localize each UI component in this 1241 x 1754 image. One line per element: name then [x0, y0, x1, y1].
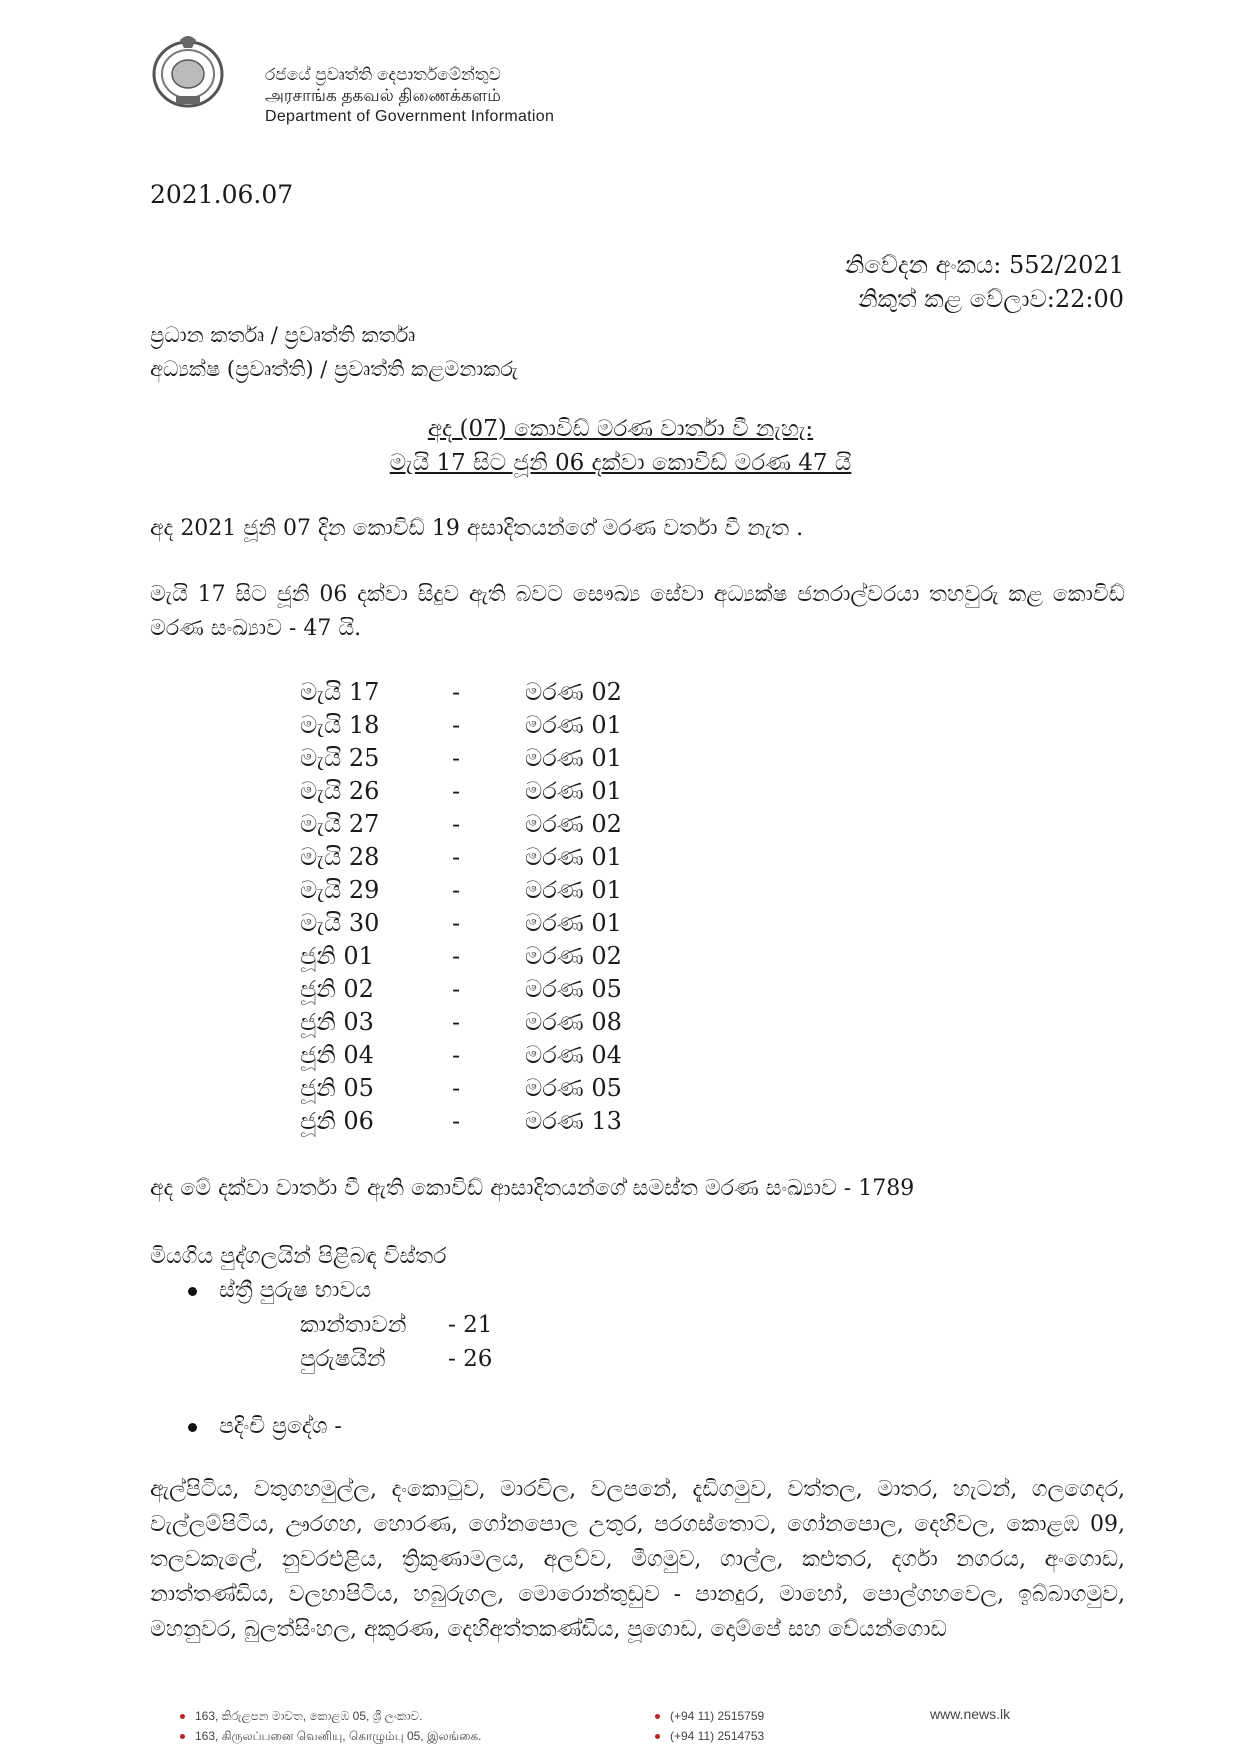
dept-name-tamil: அரசாங்க தகவல் திணைக்களம்: [265, 86, 501, 105]
department-names: [265, 64, 554, 127]
death-date: මැයි 28: [300, 843, 380, 871]
death-row: [300, 709, 700, 742]
gender-row: [300, 1308, 600, 1342]
death-date: ජූනි 05: [300, 1074, 374, 1102]
gender-count: - 21: [448, 1312, 493, 1338]
death-separator: -: [452, 810, 461, 838]
death-date: ජූනි 01: [300, 942, 374, 970]
death-row: [300, 676, 700, 709]
recipient-line: ප්‍රධාන කර්තෘ / ප්‍රවෘත්ති කර්තෘ: [150, 323, 416, 347]
footer-phones: [655, 1706, 764, 1746]
bullet-dot-icon: [188, 1423, 197, 1432]
headline-line: මැයි 17 සිට ජූනි 06 දක්වා කොවිඩ් මරණ 47 යි: [389, 450, 852, 476]
fax-icon: [655, 1734, 660, 1739]
death-row: [300, 1105, 700, 1138]
death-separator: -: [452, 1008, 461, 1036]
death-separator: -: [452, 678, 461, 706]
gender-label: පුරුෂයින්: [300, 1346, 386, 1372]
death-separator: -: [452, 909, 461, 937]
gender-title: ස්ත්‍රී පුරුෂ භාවය: [219, 1278, 372, 1303]
death-separator: -: [452, 942, 461, 970]
death-date: ජූනි 03: [300, 1008, 374, 1036]
death-row: [300, 907, 700, 940]
bullet-region: [188, 1414, 342, 1439]
death-row: [300, 775, 700, 808]
dept-name-sinhala: රජයේ ප්‍රවෘත්ති දෙපාර්තමේන්තුව: [265, 65, 501, 84]
phone-number: (+94 11) 2515759: [670, 1709, 765, 1723]
recipients: [150, 318, 518, 386]
death-separator: -: [452, 843, 461, 871]
death-count: මරණ 02: [525, 678, 622, 706]
headline-line: අද (07) කොවිඩ් මරණ වාර්තා වී නැහැ:: [427, 416, 814, 442]
death-date: මැයි 25: [300, 744, 380, 772]
reference-block: [845, 248, 1124, 316]
notice-number: නිවේදන අංකය: 552/2021: [844, 251, 1124, 279]
death-date: ජූනි 06: [300, 1107, 374, 1135]
gender-breakdown: [300, 1308, 600, 1376]
death-count: මරණ 02: [525, 942, 622, 970]
issue-time: නිකුත් කළ වේලාව:22:00: [858, 285, 1124, 313]
headline: [0, 412, 1241, 480]
government-emblem: [150, 34, 226, 110]
dept-name-english: Department of Government Information: [265, 108, 555, 125]
deaths-by-date-list: [300, 676, 700, 1138]
death-separator: -: [452, 744, 461, 772]
death-separator: -: [452, 975, 461, 1003]
death-row: [300, 841, 700, 874]
death-count: මරණ 13: [525, 1107, 622, 1135]
death-date: මැයි 26: [300, 777, 380, 805]
paragraph-confirmed-deaths: මැයි 17 සිට ජූනි 06 දක්වා සිදුව ඇති බවට සෞඛ්‍ය සේවා අධ්‍යක්ෂ ජනරාල්වරයා තහවුරු කළ කොවිඩ් මරණ සංඛ්‍යාව - 47 යි.: [150, 582, 1125, 641]
death-count: මරණ 01: [525, 711, 622, 739]
address-sinhala: 163, කිරුළපන මාවත, කොළඹ 05, ශ්‍රී ලංකාව.: [195, 1709, 423, 1723]
fax-number: (+94 11) 2514753: [670, 1729, 765, 1743]
death-count: මරණ 01: [525, 843, 622, 871]
death-separator: -: [452, 1041, 461, 1069]
death-count: මරණ 02: [525, 810, 622, 838]
death-date: මැයි 17: [300, 678, 380, 706]
bullet-dot-icon: [180, 1734, 185, 1739]
death-date: මැයි 29: [300, 876, 380, 904]
death-count: මරණ 01: [525, 909, 622, 937]
death-separator: -: [452, 876, 461, 904]
death-separator: -: [452, 711, 461, 739]
death-count: මරණ 04: [525, 1041, 622, 1069]
death-date: ජූනි 02: [300, 975, 374, 1003]
footer-address: [180, 1706, 481, 1746]
gender-row: [300, 1342, 600, 1376]
death-date: මැයි 18: [300, 711, 380, 739]
death-row: [300, 1006, 700, 1039]
death-date: මැයි 30: [300, 909, 380, 937]
paragraph-total-deaths: අද මේ දක්වා වාර්තා වී ඇති කොවිඩ් ආසාදිතයන්ගේ සමස්ත මරණ සංඛ්‍යාව - 1789: [150, 1176, 915, 1201]
death-row: [300, 1039, 700, 1072]
death-row: [300, 973, 700, 1006]
phone-icon: [655, 1714, 660, 1719]
bullet-dot-icon: [180, 1714, 185, 1719]
paragraph-region-list: ඇල්පිටිය, වතුගහමුල්ල, දංකොටුව, මාරවිල, වලපනේ, දැඩිගමුව, වත්තල, මාතර, හැටන්, ගලගෙදර, වැල්ලම්පිටිය, ඌරගහ, හොරණ, ගෝනපොල උතුර, පරගස්තොට, ගෝනපොල, දෙහිවල, කොළඹ 09, තලවකැලේ, නුවරඑළිය, ත්‍රිකුණාමලය, අලව්ව, මීගමුව, ගාල්ල, කළුතර, දර්ගා නගරය, අංගොඩ, නාත්තණ්ඩිය, වලහාපිටිය, හබුරුගල, මොරොන්තුඩුව - පානදුර, මාහෝ, පොල්ගහවෙල, ඉබ්බාගමුව, මහනුවර, බුලත්සිංහල, අකුරණ, දෙහිඅත්තකණ්ඩිය, පූගොඩ, දොම්පේ සහ වේයන්ගොඩ: [150, 1477, 1125, 1642]
release-date: 2021.06.07: [150, 180, 294, 209]
death-row: [300, 940, 700, 973]
death-date: මැයි 27: [300, 810, 380, 838]
death-count: මරණ 05: [525, 1074, 622, 1102]
bullet-gender: [188, 1278, 371, 1303]
death-row: [300, 874, 700, 907]
death-row: [300, 742, 700, 775]
recipient-line: අධ්‍යක්ෂ (ප්‍රවෘත්ති) / ප්‍රවෘත්ති කළමනාකරු: [150, 357, 518, 381]
death-separator: -: [452, 1107, 461, 1135]
bullet-dot-icon: [188, 1287, 197, 1296]
death-row: [300, 1072, 700, 1105]
details-heading: මියගිය පුද්ගලයින් පිළිබඳ විස්තර: [150, 1244, 447, 1269]
gender-label: කාන්තාවන්: [300, 1312, 407, 1338]
death-count: මරණ 05: [525, 975, 622, 1003]
death-separator: -: [452, 777, 461, 805]
death-count: මරණ 01: [525, 777, 622, 805]
death-count: මරණ 01: [525, 744, 622, 772]
death-count: මරණ 08: [525, 1008, 622, 1036]
paragraph-no-deaths-today: අද 2021 ජූනි 07 දින කොවිඩ් 19 අසාදිතයන්ගේ මරණ වර්තා වී නැත .: [150, 516, 804, 541]
footer: [150, 1706, 1050, 1754]
death-date: ජූනි 04: [300, 1041, 374, 1069]
gender-count: - 26: [448, 1346, 493, 1372]
website-link[interactable]: www.news.lk: [930, 1706, 1011, 1722]
death-count: මරණ 01: [525, 876, 622, 904]
death-row: [300, 808, 700, 841]
address-tamil: 163, கிருலப்பனை வெனியு, கொழும்பு 05, இலங்கை.: [195, 1729, 482, 1743]
region-title: පදිංචි ප්‍රදේශ -: [219, 1414, 342, 1439]
death-separator: -: [452, 1074, 461, 1102]
